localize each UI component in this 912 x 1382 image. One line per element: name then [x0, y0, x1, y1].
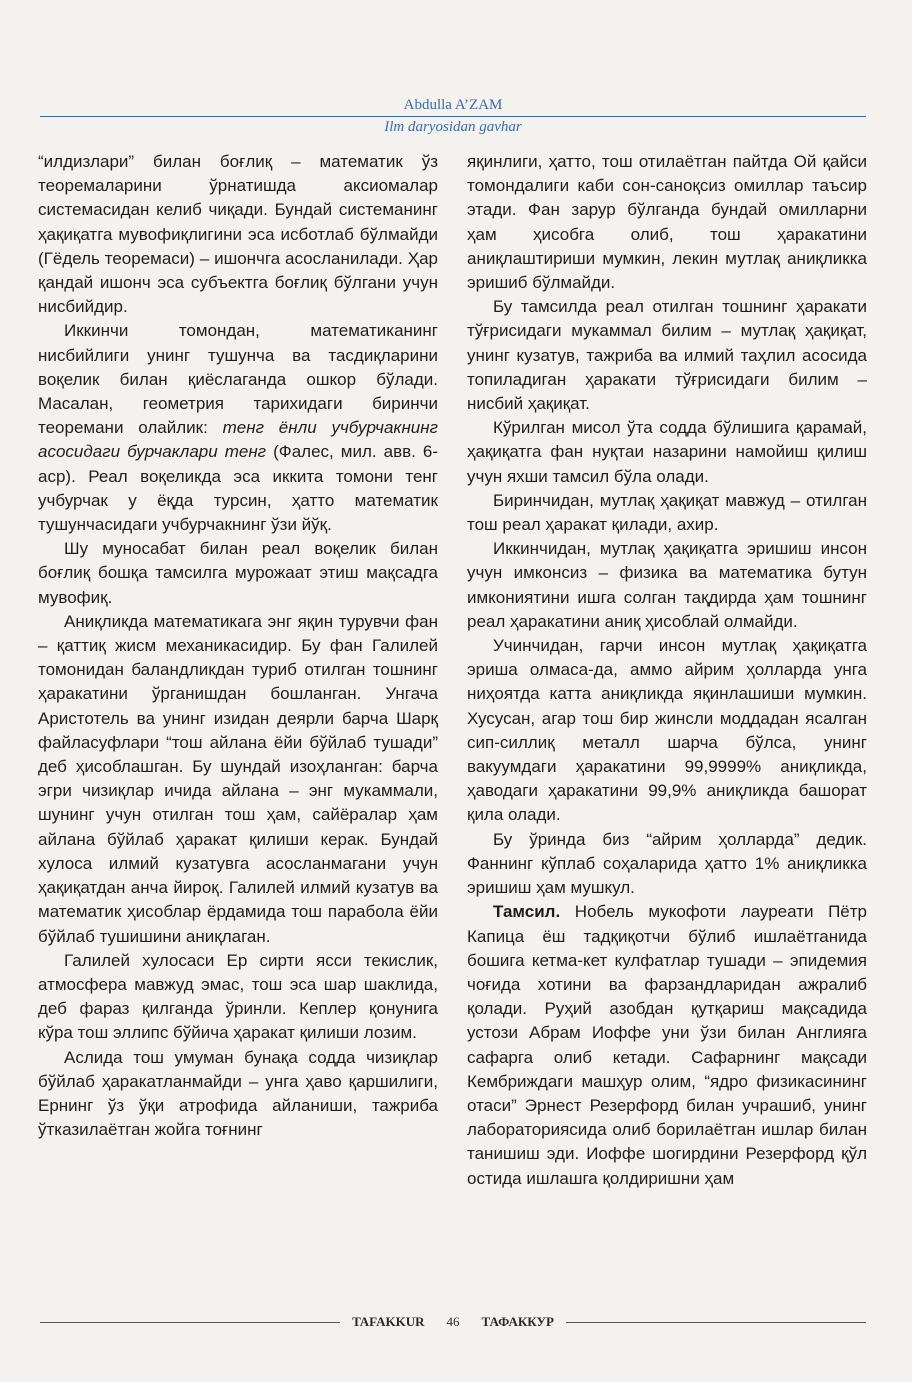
- paragraph-text: (Фалес, мил. авв. 6-аср). Реал воқеликда эса иккита томони тенг учбурчак у ёқда турсин, ҳатто математик тушунчасидаги учбурчакнинг ўзи йўқ.: [38, 442, 438, 535]
- paragraph: Галилей хулосаси Ер сирти ясси текислик, атмосфера мавжуд эмас, тош эса шар шаклида, деб фараз қилганда ўринли. Кеплер қонунига кўра тош эллипс бўйича ҳаракат қилиши лозим.: [38, 950, 438, 1043]
- header-subtitle: Ilm daryosidan gavhar: [384, 119, 522, 135]
- left-column: [38, 150, 438, 1142]
- paragraph: Бу ўринда биз “айрим ҳолларда” дедик. Фаннинг кўплаб соҳаларида ҳатто 1% аниқликка эришиш ҳам мушкул.: [467, 829, 867, 898]
- tamsil-heading: Тамсил.: [493, 902, 561, 922]
- paragraph: Биринчидан, мутлақ ҳақиқат мавжуд – отилган тош реал ҳаракат қилади, ахир.: [467, 490, 867, 535]
- footer-rule-right: [566, 1322, 866, 1323]
- page-number: 46: [446, 1314, 460, 1329]
- footer-title-latin: TAFAKKUR: [352, 1314, 425, 1329]
- paragraph: Бу тамсилда реал отилган тошнинг ҳаракати тўғрисидаги мукаммал билим – мутлақ ҳақиқат, унинг кузатув, тажриба ва илмий таҳлил асосида топиладиган ҳаракати тўғрисидаги билим – нисбий ҳақиқат.: [467, 297, 867, 414]
- header-author: Abdulla A’ZAM: [403, 97, 503, 113]
- paragraph: “илдизлари” билан боғлиқ – математик ўз теоремаларини ўрнатишда аксиомалар системасидан келиб чиқади. Бундай системанинг ҳақиқатга мувофиқлигини эса исботлаб бўлмайди (Гёдель теоремаси) – ишончга асосланилади. Ҳар қандай ишонч эса субъектга боғлиқ бўлгани учун нисбийдир.: [38, 152, 438, 317]
- paragraph-text: Нобель мукофоти лауреати Пётр Капица ёш тадқиқотчи бўлиб ишлаётганида бошига кетма-кет кулфатлар тушади – эпидемия чоғида хотини ва фарзандларидан ажралиб қолади. Руҳий азобдан қутқариш мақсадида устози Абрам Иоффе уни ўзи билан Англияга сафарга олиб кетади. Сафарнинг мақсади Кембриждаги машҳур олим, “ядро физикасининг отаси” Эрнест Резерфорд билан учрашиб, унинг лабораториясида олиб борилаётган ишлар билан танишиш эди. Иоффе шогирдини Резерфорд қўл остида ишлашга қолдиришни ҳам: [467, 902, 867, 1188]
- paragraph: Аслида тош умуман бунақа содда чизиқлар бўйлаб ҳаракатланмайди – унга ҳаво қаршилиги, Ернинг ўз ўқи атрофида айланиши, тажриба ўтказилаётган жойга тоғнинг: [38, 1047, 438, 1140]
- paragraph: Шу муносабат билан реал воқелик билан боғлиқ бошқа тамсилга мурожаат этиш мақсадга мувофиқ.: [38, 539, 438, 607]
- header-rule: [40, 116, 866, 117]
- paragraph: Иккинчидан, мутлақ ҳақиқатга эришиш инсон учун имконсиз – физика ва математика бутун имкониятини ишга солган тақдирда ҳам тошнинг реал ҳаракатини аниқ ҳисоблай олмайди.: [467, 539, 867, 631]
- paragraph-text: Иккинчи томондан, математиканинг нисбийлиги унинг тушунча ва тасдиқларини воқелик билан қиёслаганда ошкор бўлади. Масалан, геометрия тарихидаги биринчи теоремани олайлик:: [38, 321, 438, 438]
- footer-title-cyrillic: ТАФАККУР: [481, 1314, 554, 1329]
- running-header: [40, 96, 866, 136]
- page-footer: [40, 1314, 866, 1330]
- paragraph: Учинчидан, гарчи инсон мутлақ ҳақиқатга эриша олмаса-да, аммо айрим ҳолларда унга ниҳоятда катта аниқликда яқинлашиши мумкин. Хусусан, агар тош бир жинсли моддадан ясалган сип-силлиқ металл шарча бўлса, унинг вакуумдаги ҳаракатини 99,9999% аниқликда, ҳаводаги ҳаракатини 99,9% аниқликда башорат қила олади.: [467, 636, 867, 825]
- paragraph: яқинлиги, ҳатто, тош отилаётган пайтда Ой қайси томондалиги каби сон-саноқсиз омиллар таъсир этади. Фан зарур бўлганда бундай омилларни ҳам ҳисобга олиб, тош ҳаракатини аниқлаштириши мумкин, лекин мутлақ аниқликка эришиб бўлмайди.: [467, 152, 867, 293]
- right-column: [467, 150, 867, 1191]
- footer-rule-left: [40, 1322, 340, 1323]
- paragraph: Аниқликда математикага энг яқин турувчи фан – қаттиқ жисм механикасидир. Бу фан Галилей томонидан баландликдан туриб отилган тошнинг ҳаракатини ўрганишдан бошланган. Унгача Аристотель ва унинг изидан деярли барча Шарқ файласуфлари “тош айлана ёйи бўйлаб тушади” деб ҳисоблашган. Бу шундай изоҳланган: барча эгри чизиқлар ичида айлана – энг мукаммали, шунинг учун отилган тош ҳам, сайёралар ҳам айлана бўйлаб ҳаракат қилиши керак. Бундай хулоса илмий кузатувга асосланмагани учун ҳақиқатдан анча йироқ. Галилей илмий кузатув ва математик ҳисоблар ёрдамида тош парабола ёйи бўйлаб тушишини аниқлаган.: [38, 611, 438, 946]
- paragraph: Кўрилган мисол ўта содда бўлишига қарамай, ҳақиқатга фан нуқтаи назарини намойиш қилиш учун яхши тамсил бўла олади.: [467, 418, 867, 486]
- theorem-italic: тенг ёнли учбурчакнинг асосидаги бурчаклари тенг: [38, 418, 438, 462]
- paragraph: [38, 319, 438, 537]
- paragraph: [467, 900, 867, 1190]
